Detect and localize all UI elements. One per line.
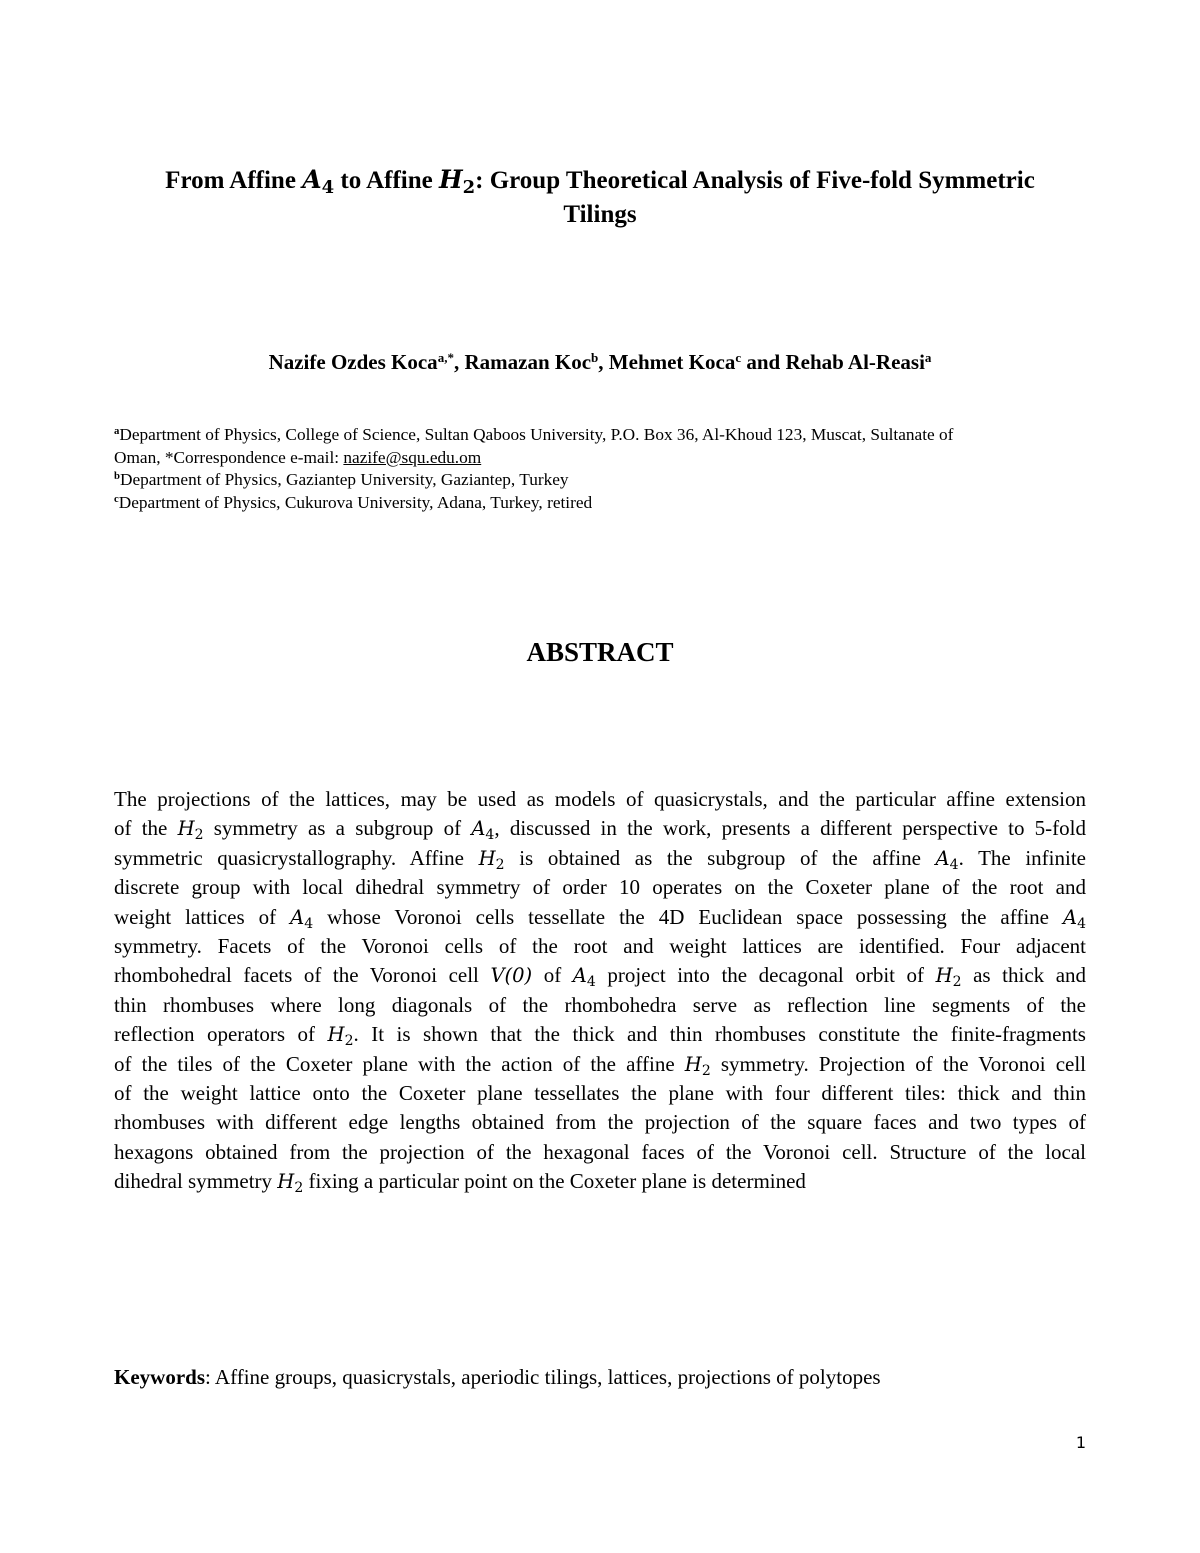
abstract-line: hexagons obtained from the projection of the hexagonal faces of the Voronoi cell. Structure of the local	[114, 1139, 1086, 1164]
page-number: 1	[1075, 1433, 1086, 1452]
abstract-line: symmetric quasicrystallography. Affine $H_2$ is obtained as the subgroup of the affine $A_4$. The infinite	[114, 845, 1086, 873]
title-text: to Affine	[334, 167, 439, 194]
abstract-line: weight lattices of $A_4$ whose Voronoi cells tessellate the 4D Euclidean space possessing the affine $A_4$	[114, 904, 1087, 932]
author: Rehab Al-Reasi$^a$	[785, 349, 932, 374]
abstract-body	[114, 785, 1086, 1197]
math-symbol: $H_2$	[935, 964, 962, 991]
abstract-line: reflection operators of $H_2$. It is shown that the thick and thin rhombuses constitute the finite-fragments	[114, 1022, 1086, 1050]
abstract-line: of the tiles of the Coxeter plane with the action of the affine $H_2$ symmetry. Projection of the Voronoi cell	[114, 1051, 1087, 1079]
keywords	[114, 1362, 1086, 1392]
abstract-line: dihedral symmetry $H_2$ fixing a particular point on the Coxeter plane is determined	[114, 1169, 806, 1197]
paper-title	[114, 163, 1086, 232]
title-text: From Affine	[165, 167, 303, 194]
keywords-label: Keywords	[114, 1365, 205, 1389]
title-line-1	[114, 163, 1086, 198]
math-symbol: $A_4$	[290, 905, 314, 932]
abstract-line: discrete group with local dihedral symmetry of order 10 operates on the Coxeter plane of the root and	[114, 875, 1086, 900]
math-symbol: $A_4$	[572, 964, 596, 991]
math-symbol: $A_4$	[1062, 905, 1087, 932]
math-symbol: $H_2$	[438, 165, 476, 199]
abstract-line: of the weight lattice onto the Coxeter plane tessellates the plane with four different tiles: thick and thin	[114, 1081, 1086, 1106]
abstract-line: rhombuses with different edge lengths obtained from the projection of the square faces and two types of	[114, 1110, 1086, 1135]
abstract-heading: ABSTRACT	[526, 637, 674, 667]
affiliation-b: $^b$Department of Physics, Gaziantep University, Gaziantep, Turkey	[114, 470, 569, 489]
abstract-line: rhombohedral facets of the Voronoi cell V(0) of $A_4$ project into the decagonal orbit of $H_2$ as thick and	[114, 963, 1087, 991]
math-symbol: $H_2$	[327, 1023, 354, 1050]
email-link[interactable]: nazife@squ.edu.om	[343, 447, 482, 467]
math-symbol: $H_2$	[478, 846, 505, 873]
author-list: Nazife Ozdes Koca$^{a,*}$, Ramazan Koc$^b$, Mehmet Koca$^c$ and Rehab Al-Reasi$^a$	[268, 349, 932, 374]
affiliation-a-cont: Oman, *Correspondence e-mail: nazife@squ.edu.om	[114, 447, 482, 467]
affiliation-a: $^a$Department of Physics, College of Science, Sultan Qaboos University, P.O. Box 36, Al-Khoud 123, Muscat, Sultanate of	[114, 425, 954, 444]
abstract-line: of the $H_2$ symmetry as a subgroup of $A_4$, discussed in the work, presents a different perspective to 5-fold	[114, 816, 1086, 844]
author: Mehmet Koca$^c$	[608, 349, 742, 374]
abstract-line: The projections of the lattices, may be used as models of quasicrystals, and the particular affine extension	[114, 787, 1086, 811]
math-symbol: $H_2$	[684, 1052, 711, 1079]
math-symbol: $H_2$	[277, 1170, 304, 1197]
affiliations	[114, 424, 1086, 514]
math-symbol: $A_4$	[302, 165, 335, 199]
math-symbol: $A_4$	[471, 817, 495, 844]
affiliation-c: $^c$Department of Physics, Cukurova University, Adana, Turkey, retired	[114, 492, 593, 512]
author: Nazife Ozdes Koca$^{a,*}$	[268, 349, 454, 374]
abstract-line: symmetry. Facets of the Voronoi cells of the root and weight lattices are identified. Four adjacent	[114, 934, 1086, 959]
abstract-line: thin rhombuses where long diagonals of the rhombohedra serve as reflection line segments of the	[114, 992, 1086, 1017]
title-line-2: Tilings	[563, 201, 637, 228]
math-symbol: V(0)	[490, 964, 533, 988]
title-text: : Group Theoretical Analysis of Five-fold Symmetric	[475, 167, 1035, 194]
author: Ramazan Koc$^b$	[464, 349, 599, 374]
math-symbol: $H_2$	[177, 817, 204, 844]
math-symbol: $A_4$	[935, 846, 959, 873]
keywords-text: : Affine groups, quasicrystals, aperiodic tilings, lattices, projections of polytopes	[205, 1365, 881, 1389]
